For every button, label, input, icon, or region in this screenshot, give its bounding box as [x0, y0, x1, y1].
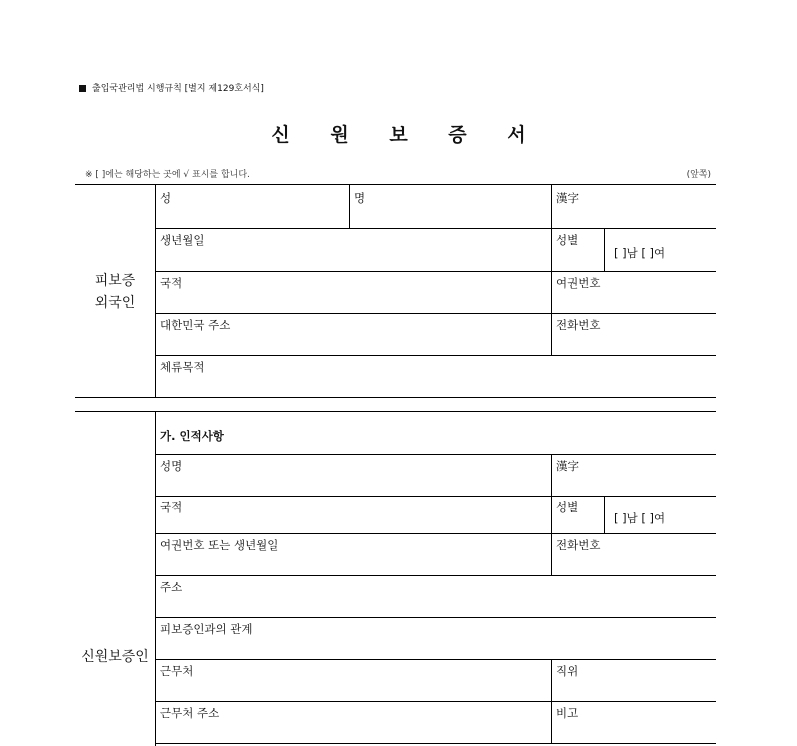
page-side-label: (앞쪽) [686, 170, 711, 180]
col-divider [551, 455, 552, 575]
square-bullet-icon [79, 85, 86, 92]
subsection-heading: 가. 인적사항 [160, 429, 224, 443]
section1-top-border [75, 184, 716, 185]
sex-checkboxes[interactable]: [ ]남 [ ]여 [614, 511, 666, 525]
field-passport-no[interactable]: 여권번호 [556, 276, 601, 290]
field-passport-or-birth[interactable]: 여권번호 또는 생년월일 [160, 538, 279, 552]
field-sex-label: 성별 [556, 500, 579, 514]
field-remarks[interactable]: 비고 [556, 706, 579, 720]
section2-label-divider [155, 411, 156, 746]
field-position[interactable]: 직위 [556, 664, 579, 678]
col-divider [604, 497, 605, 533]
section1-bottom-border [75, 397, 716, 398]
col-divider [604, 229, 605, 271]
section-label-guaranteed [75, 270, 155, 314]
section1-label-divider [155, 184, 156, 397]
field-birth-date[interactable]: 생년월일 [160, 233, 205, 247]
section-label-line: 피보증 [94, 273, 136, 289]
form-reference [79, 81, 264, 94]
col-divider [349, 185, 350, 228]
row-divider [156, 743, 716, 744]
field-workplace-address[interactable]: 근무처 주소 [160, 706, 220, 720]
row-divider [156, 659, 716, 660]
field-given-name[interactable]: 명 [354, 191, 366, 205]
field-korea-address[interactable]: 대한민국 주소 [160, 318, 231, 332]
field-name[interactable]: 성명 [160, 459, 183, 473]
section-label-guarantor: 신원보증인 [81, 649, 149, 665]
section-label-line: 외국인 [94, 295, 136, 311]
checkbox-instruction: ※ [ ]에는 해당하는 곳에 √ 표시를 합니다. [85, 170, 250, 180]
row-divider [156, 313, 716, 314]
sex-checkboxes[interactable]: [ ]남 [ ]여 [614, 246, 666, 260]
page-title: 신 원 보 증 서 [271, 124, 543, 146]
col-divider [551, 185, 552, 355]
field-hanja[interactable]: 漢字 [556, 191, 579, 205]
row-divider [156, 271, 716, 272]
field-nationality[interactable]: 국적 [160, 276, 183, 290]
field-phone[interactable]: 전화번호 [556, 318, 601, 332]
row-divider [156, 701, 716, 702]
field-sex-label: 성별 [556, 233, 579, 247]
field-relationship[interactable]: 피보증인과의 관계 [160, 622, 253, 636]
field-address[interactable]: 주소 [160, 580, 183, 594]
form-reference-text: 출입국관리법 시행규칙 [별지 제129호서식] [92, 84, 264, 94]
field-hanja[interactable]: 漢字 [556, 459, 579, 473]
section2-top-border [75, 411, 716, 412]
row-divider [156, 228, 716, 229]
row-divider [156, 617, 716, 618]
row-divider [156, 533, 716, 534]
field-workplace[interactable]: 근무처 [160, 664, 194, 678]
field-nationality[interactable]: 국적 [160, 500, 183, 514]
field-phone[interactable]: 전화번호 [556, 538, 601, 552]
row-divider [156, 454, 716, 455]
row-divider [156, 496, 716, 497]
field-stay-purpose[interactable]: 체류목적 [160, 360, 205, 374]
field-surname[interactable]: 성 [160, 191, 172, 205]
col-divider [551, 660, 552, 743]
row-divider [156, 575, 716, 576]
row-divider [156, 355, 716, 356]
